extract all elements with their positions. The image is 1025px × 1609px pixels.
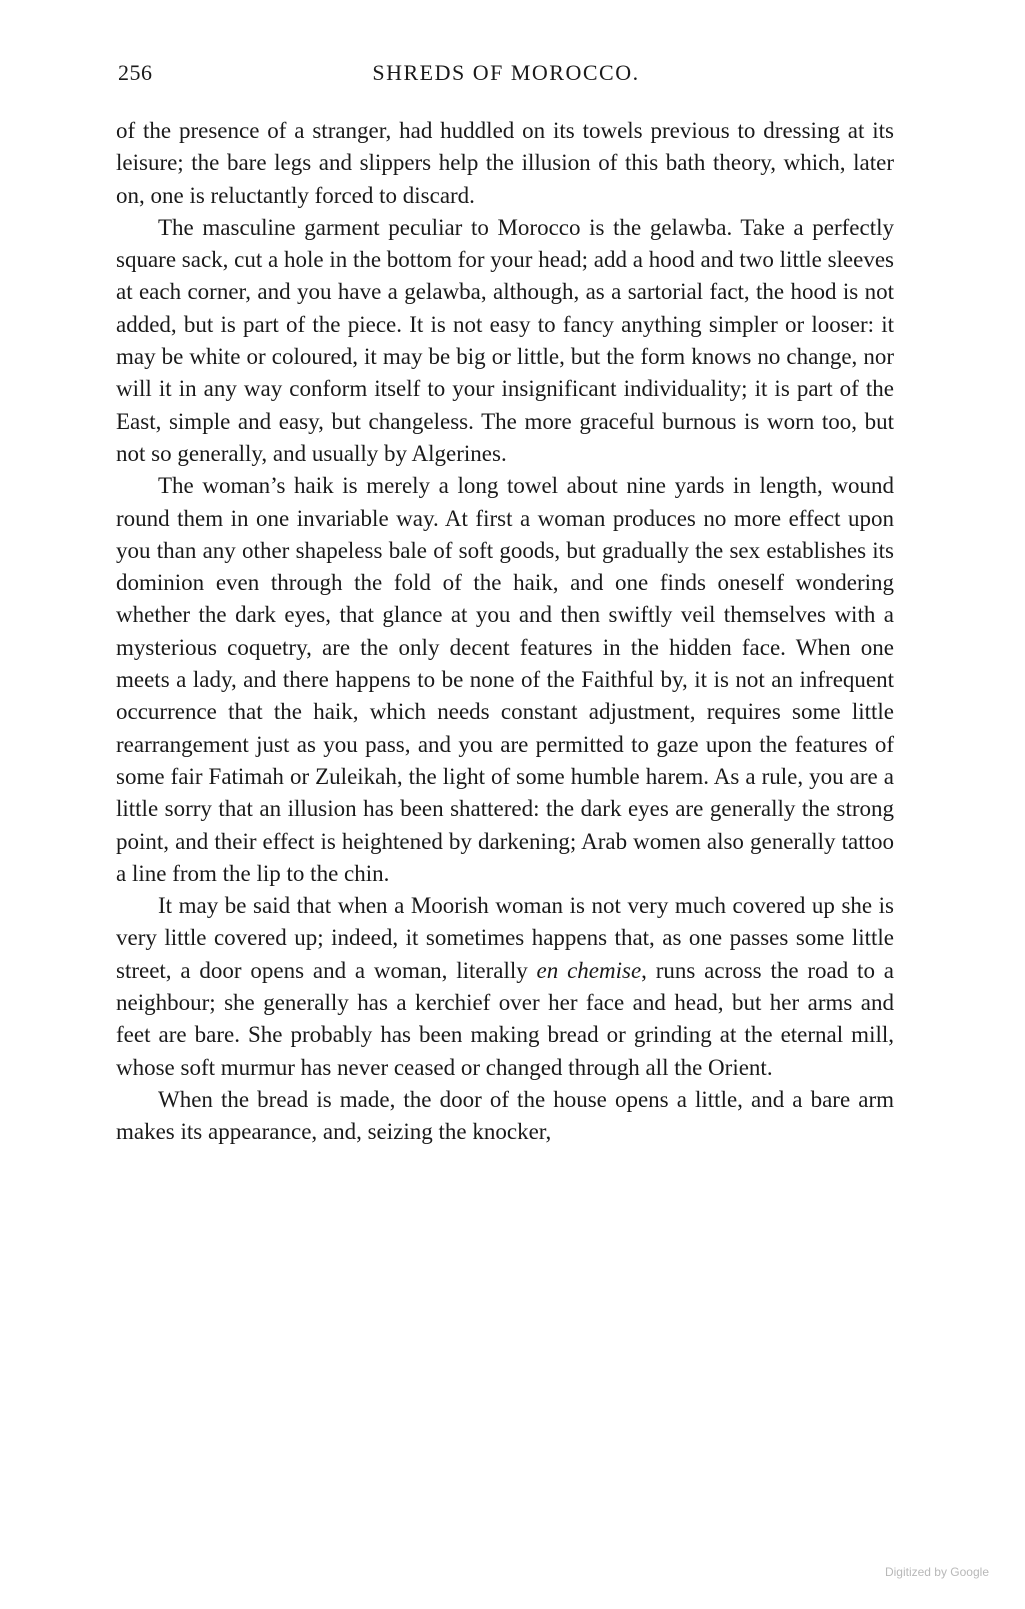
paragraph xyxy=(116,1084,894,1149)
running-title: SHREDS OF MOROCCO. xyxy=(372,60,640,85)
paragraph-text: The masculine garment peculiar to Morocco is the gelawba. Take a perfectly square sack, cut a hole in the bottom for your head; add a hood and two little sleeves at each corner, and you have a gelawba, although, as a sartorial fact, the hood is not added, but is part of the piece. It is not easy to fancy anything simpler or looser: it may be white or coloured, it may be big or little, but the form knows no change, nor will it in any way conform itself to your insignificant individuality; it is part of the East, simple and easy, but changeless. The more graceful burnous is worn too, but not so generally, and usually by Algerines. xyxy=(116,214,894,466)
paragraph xyxy=(116,890,894,1084)
paragraph xyxy=(116,470,894,890)
body-text xyxy=(116,115,894,1149)
paragraph-text: , runs across the road to a neighbour; she generally has a kerchief over her face and head, but her arms and feet are bare. She probably has been making bread or grinding at the eternal mill, whose soft murmur has never ceased or changed through all the Orient. xyxy=(116,957,894,1080)
page-number: 256 xyxy=(118,60,153,85)
digitization-watermark: Digitized by Google xyxy=(884,1565,989,1579)
paragraph xyxy=(116,115,894,212)
paragraph xyxy=(116,212,894,470)
paragraph-text: The woman’s haik is merely a long towel about nine yards in length, wound round them in one invariable way. At first a woman produces no more effect upon you than any other shapeless bale of soft goods, but gradually the sex establishes its dominion even through the fold of the haik, and one finds oneself wondering whether the dark eyes, that glance at you and then swiftly veil themselves with a mysterious coquetry, are the only decent features in the hidden face. When one meets a lady, and there happens to be none of the Faithful by, it is not an infrequent occurrence that the haik, which needs constant adjustment, requires some little rearrangement just as you pass, and you are permitted to gaze upon the features of some fair Fatimah or Zuleikah, the light of some humble harem. As a rule, you are a little sorry that an illusion has been shattered: the dark eyes are generally the strong point, and their effect is heightened by darkening; Arab women also generally tattoo a line from the lip to the chin. xyxy=(116,473,894,886)
paragraph-text: When the bread is made, the door of the house opens a little, and a bare arm makes its appearance, and, seizing the knocker, xyxy=(116,1086,894,1145)
paragraph-text: of the presence of a stranger, had huddled on its towels previous to dressing at its leisure; the bare legs and slippers help the illusion of this bath theory, which, later on, one is reluctantly forced to discard. xyxy=(116,118,894,208)
running-head xyxy=(118,60,894,92)
paragraph-text: It may be said that when a Moorish woman is not very much covered up she is very little covered up; indeed, it sometimes happens that, as one passes some little street, a door opens and a woman, literally xyxy=(116,893,894,983)
italic-phrase: en chemise xyxy=(536,957,642,983)
